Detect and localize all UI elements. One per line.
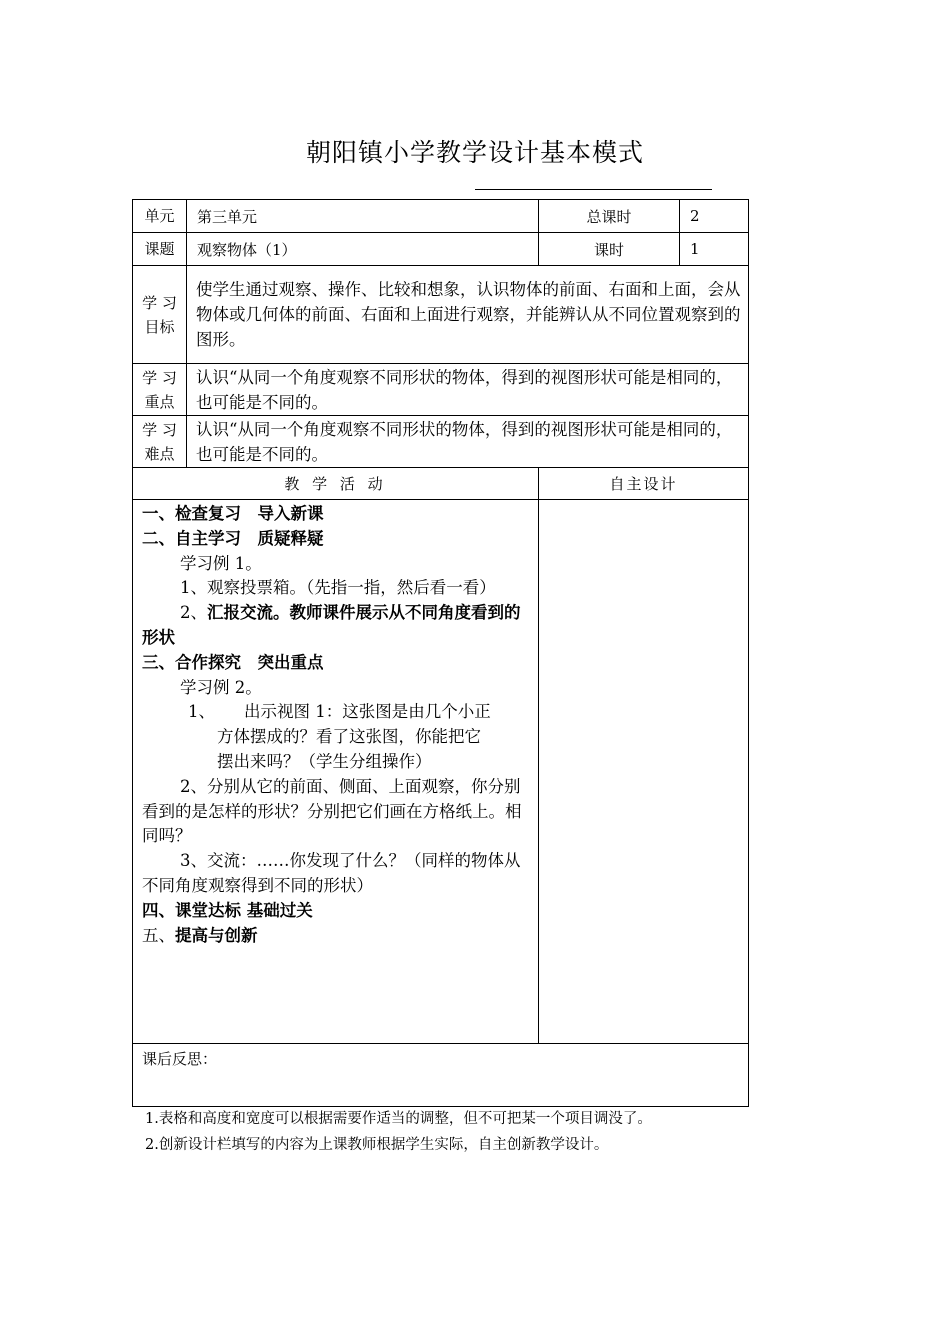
- activity-content: [133, 500, 539, 1044]
- difficulties-row: [133, 416, 749, 468]
- key-points-text: 认识“从同一个角度观察不同形状的物体，得到的视图形状可能是相同的，也可能是不同的。: [187, 364, 749, 416]
- goals-label: 学 习 目标: [133, 266, 187, 364]
- notes: [145, 1106, 652, 1158]
- key-points-row: [133, 364, 749, 416]
- hours-value: 1: [680, 233, 749, 266]
- lesson-plan-table: [132, 199, 749, 1107]
- difficulties-label: 学 习 难点: [133, 416, 187, 468]
- activity-header: 教 学 活 动: [133, 468, 539, 500]
- unit-label: 单元: [133, 200, 187, 233]
- key-points-label: 学 习 重点: [133, 364, 187, 416]
- goals-row: [133, 266, 749, 364]
- section-heading: 二、自主学习 质疑释疑: [142, 528, 324, 548]
- activity-header-row: [133, 468, 749, 500]
- activity-line: 1、观察投票箱。（先指一指，然后看一看）: [180, 578, 496, 598]
- total-hours-label: 总课时: [539, 200, 680, 233]
- topic-value: 观察物体（1）: [187, 233, 539, 266]
- unit-row: [133, 200, 749, 233]
- title-underline: [475, 189, 712, 190]
- reflection-label: 课后反思：: [133, 1044, 749, 1107]
- design-header: 自主设计: [539, 468, 749, 500]
- note-2: 2.创新设计栏填写的内容为上课教师根据学生实际，自主创新教学设计。: [145, 1137, 609, 1153]
- activity-row: [133, 500, 749, 1044]
- topic-row: [133, 233, 749, 266]
- numbered-item-cont: 方体摆成的？看了这张图，你能把它: [217, 727, 481, 747]
- unit-value: 第三单元: [187, 200, 539, 233]
- reflection-row: [133, 1044, 749, 1107]
- section-heading: 四、课堂达标 基础过关: [142, 900, 313, 920]
- note-1: 1.表格和高度和宽度可以根据需要作适当的调整，但不可把某一个项目调没了。: [145, 1111, 652, 1127]
- activity-line: 学习例 1。: [180, 553, 262, 573]
- topic-label: 课题: [133, 233, 187, 266]
- activity-line: 2、汇报交流。教师课件展示从不同角度看到的形状: [142, 603, 521, 647]
- page-title: 朝阳镇小学教学设计基本模式: [305, 138, 644, 167]
- goals-text: 使学生通过观察、操作、比较和想象，认识物体的前面、右面和上面，会从物体或几何体的前面、右面和上面进行观察，并能辨认从不同位置观察到的图形。: [187, 266, 749, 364]
- activity-line: 2、分别从它的前面、侧面、上面观察，你分别看到的是怎样的形状？分别把它们画在方格纸上。相同吗？: [142, 776, 522, 846]
- numbered-item-cont: 摆出来吗？（学生分组操作）: [217, 751, 432, 771]
- section-heading: 五、提高与创新: [142, 925, 258, 945]
- section-heading: 一、检查复习 导入新课: [142, 504, 324, 523]
- difficulties-text: 认识“从同一个角度观察不同形状的物体，得到的视图形状可能是相同的，也可能是不同的。: [187, 416, 749, 468]
- section-heading: 三、合作探究 突出重点: [142, 652, 324, 672]
- total-hours-value: 2: [680, 200, 749, 233]
- activity-line: 学习例 2。: [180, 677, 262, 697]
- design-area: [539, 500, 749, 1044]
- activity-line: 3、交流：……你发现了什么？（同样的物体从不同角度观察得到不同的形状）: [142, 851, 521, 895]
- hours-label: 课时: [539, 233, 680, 266]
- numbered-item: 1、 出示视图 1：这张图是由几个小正: [188, 702, 491, 722]
